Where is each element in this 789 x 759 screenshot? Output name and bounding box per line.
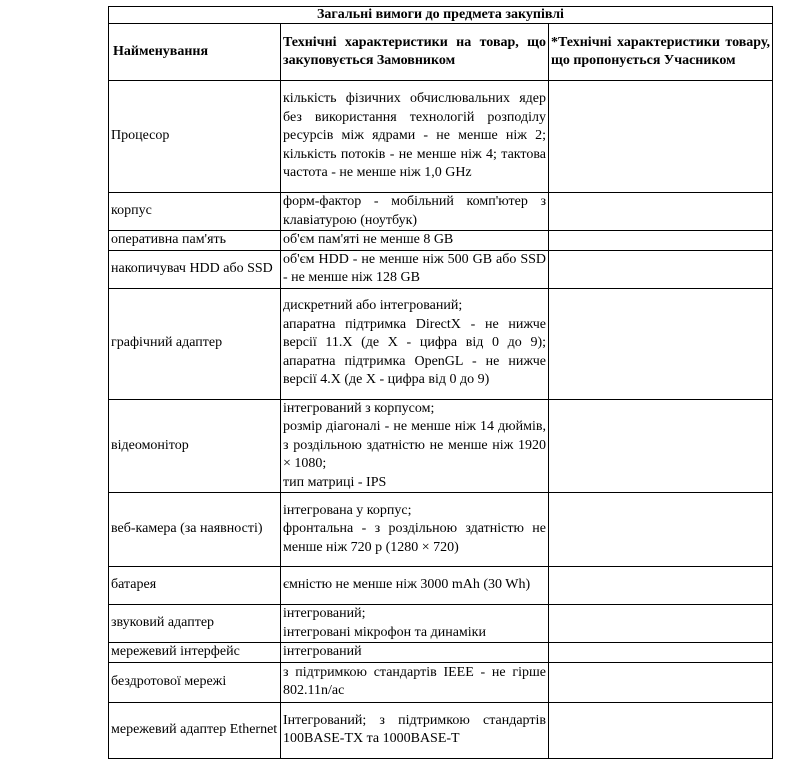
row-name: мережевий інтерфейс [109,643,281,663]
row-name: веб-камера (за наявності) [109,493,281,567]
row-name: накопичувач HDD або SSD [109,250,281,288]
row-name: графічний адаптер [109,288,281,399]
row-requirements: форм-фактор - мобільний комп'ютер з клавіатурою (ноутбук) [281,193,549,231]
row-offer [549,605,773,643]
table-row-graphics [109,288,773,399]
row-name: батарея [109,567,281,605]
row-requirements: об'єм пам'яті не менше 8 GB [281,231,549,251]
row-offer [549,193,773,231]
requirement-line: фронтальна - з роздільною здатністю не менше ніж 720 p (1280 × 720) [283,521,546,555]
table-row-monitor [109,399,773,493]
row-offer [549,662,773,702]
row-offer [549,567,773,605]
table-row-processor [109,81,773,193]
requirement-line: інтегрований; [283,606,366,621]
table-row-webcam [109,493,773,567]
row-requirements [281,288,549,399]
row-requirements: інтегрований [281,643,549,663]
requirement-line: тип матриці - IPS [283,474,387,490]
row-offer [549,702,773,758]
table-title-row [109,7,773,24]
row-name: бездротової мережі [109,662,281,702]
requirement-line: розмір діагоналі - не менше ніж 14 дюймів, з роздільною здатністю не менше ніж 1920 × 1080; [283,419,546,471]
row-offer [549,231,773,251]
row-offer [549,643,773,663]
table-row-wireless [109,662,773,702]
row-offer [549,493,773,567]
row-requirements: Інтегрований; з підтримкою стандартів 100BASE-TX та 1000BASE-T [281,702,549,758]
row-requirements [281,605,549,643]
row-requirements [281,399,549,493]
row-requirements: об'єм HDD - не менше ніж 500 GB або SSD - не менше ніж 128 GB [281,250,549,288]
row-requirements [281,493,549,567]
row-requirements: з підтримкою стандартів IEEE - не гірше 802.11n/ac [281,662,549,702]
table-row-ethernet [109,702,773,758]
row-offer [549,250,773,288]
table-header-row [109,24,773,81]
requirement-line: інтегровані мікрофон та динаміки [283,624,486,640]
table-row-case [109,193,773,231]
table-row-battery [109,567,773,605]
row-name: оперативна пам'ять [109,231,281,251]
row-requirements: ємністю не менше ніж 3000 mAh (30 Wh) [281,567,549,605]
requirement-line: інтегрований з корпусом; [283,400,435,416]
header-offer: *Технічні характеристики товару, що пропонується Учасником [549,24,773,81]
row-name: мережевий адаптер Ethernet [109,702,281,758]
row-name: відеомонітор [109,399,281,493]
requirement-line: апаратна підтримка DirectX - не нижче версії 11.X (де X - цифра від 0 до 9); апаратна підтримка OpenGL - не нижче версії 4.X (де X - цифра від 0 до 9) [283,316,546,388]
requirement-line: дискретний або інтегрований; [283,298,463,314]
table-row-network-interface [109,643,773,663]
row-offer [549,288,773,399]
row-name: Процесор [109,81,281,193]
table-title: Загальні вимоги до предмета закупівлі [109,7,773,24]
table-row-audio [109,605,773,643]
header-requirements: Технічні характеристики на товар, що закуповується Замовником [281,24,549,81]
table-row-ram [109,231,773,251]
table-row-storage [109,250,773,288]
row-name: звуковий адаптер [109,605,281,643]
row-requirements: кількість фізичних обчислювальних ядер без використання технологій розподілу ресурсів між ядрами - не менше ніж 2; кількість потоків - не менше ніж 4; тактова частота - не менше ніж 1,0 GHz [281,81,549,193]
requirement-line: інтегрована у корпус; [283,502,412,518]
row-name: корпус [109,193,281,231]
header-name: Найменування [109,24,281,81]
row-offer [549,399,773,493]
requirements-table [108,6,773,759]
row-offer [549,81,773,193]
